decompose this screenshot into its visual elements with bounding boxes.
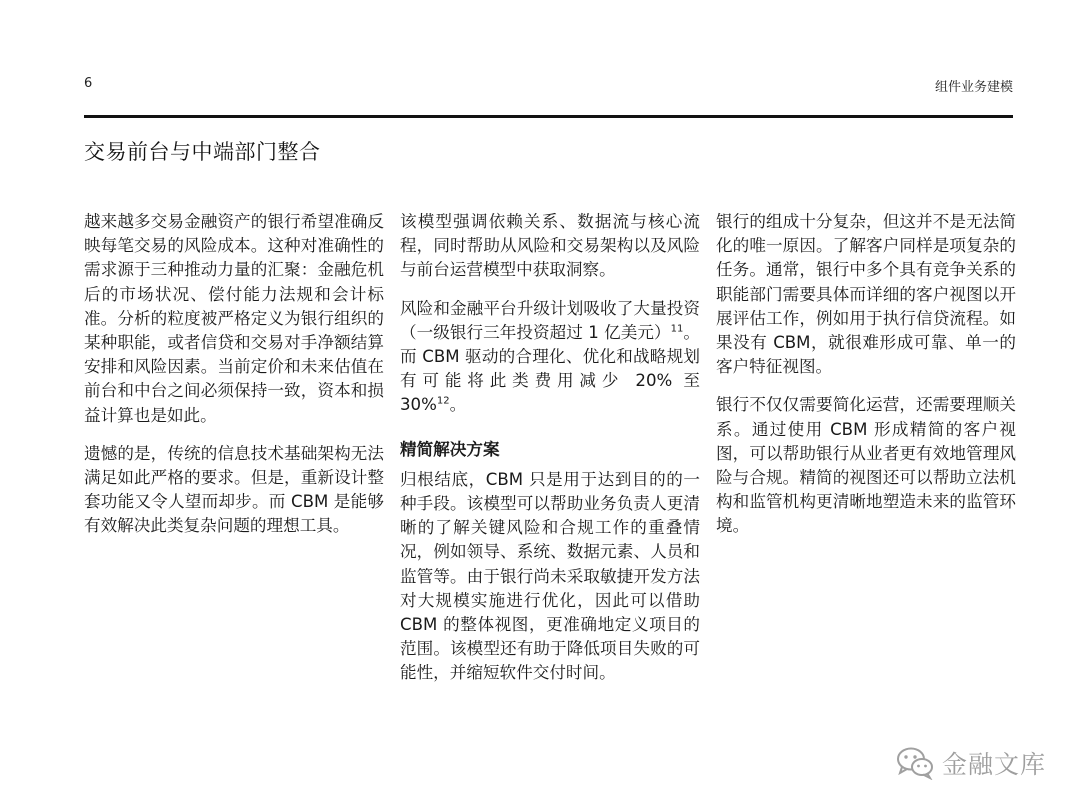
paragraph-text: 风险和金融平台升级计划吸收了大量投资（一级银行三年投资超过 1 亿美元）: [400, 298, 700, 342]
paragraph: 越来越多交易金融资产的银行希望准确反映每笔交易的风险成本。这种对准确性的需求源于三种推动力量的汇聚：金融危机后的市场状况、偿付能力法规和会计标准。分析的粒度被严格定义为银行组织的某种职能，或者信贷和交易对手净额结算安排和风险因素。当前定价和未来估值在前台和中台之间必须保持一致，资本和损益计算也是如此。: [84, 212, 384, 425]
paragraph-with-footnotes: [400, 297, 700, 418]
paragraph: 归根结底，CBM 只是用于达到目的的一种手段。该模型可以帮助业务负责人更清晰的了解关键风险和合规工作的重叠情况，例如领导、系统、数据元素、人员和监管等。由于银行尚未采取敏捷开发方法对大规模实施进行优化，因此可以借助 CBM 的整体视图，更准确地定义项目的范围。该模型还有助于降低项目失败的可能性，并缩短软件交付时间。: [400, 469, 700, 683]
page-number: 6: [84, 76, 93, 91]
footnote-ref: 11: [670, 323, 684, 335]
paragraph: 遗憾的是，传统的信息技术基础架构无法满足如此严格的要求。但是，重新设计整套功能又令人望而却步。而 CBM 是能够有效解决此类复杂问题的理想工具。: [84, 443, 384, 536]
watermark-text: 金融文库: [941, 750, 1046, 779]
column-1: [84, 210, 384, 553]
running-header: 组件业务建模: [934, 80, 1013, 95]
paragraph: 该模型强调依赖关系、数据流与核心流程，同时帮助从风险和交易架构以及风险与前台运营模型中获取洞察。: [400, 212, 700, 280]
footnote-ref: 12: [436, 395, 450, 407]
watermark: [896, 745, 1046, 781]
wechat-icon: [896, 746, 934, 780]
column-2: [400, 210, 700, 700]
header-rule: [84, 115, 1013, 118]
subheading: 精简解决方案: [400, 439, 500, 459]
column-3: [716, 210, 1016, 553]
paragraph-text: 。: [449, 395, 467, 415]
paragraph: 银行不仅仅需要简化运营，还需要理顺关系。通过使用 CBM 形成精简的客户视图，可以帮助银行从业者更有效地管理风险与合规。精简的视图还可以帮助立法机构和监管机构更清晰地塑造未来的监管环境。: [716, 395, 1016, 536]
paragraph-text: 。而 CBM 驱动的合理化、优化和战略规划有可能将此类费用减少 20% 至 30%: [400, 322, 701, 415]
paragraph: 银行的组成十分复杂，但这并不是无法简化的唯一原因。了解客户同样是项复杂的任务。通常，银行中多个具有竞争关系的职能部门需要具体而详细的客户视图以开展评估工作，例如用于执行信贷流程。如果没有 CBM，就很难形成可靠、单一的客户特征视图。: [716, 212, 1016, 377]
section-title: 交易前台与中端部门整合: [84, 140, 321, 164]
